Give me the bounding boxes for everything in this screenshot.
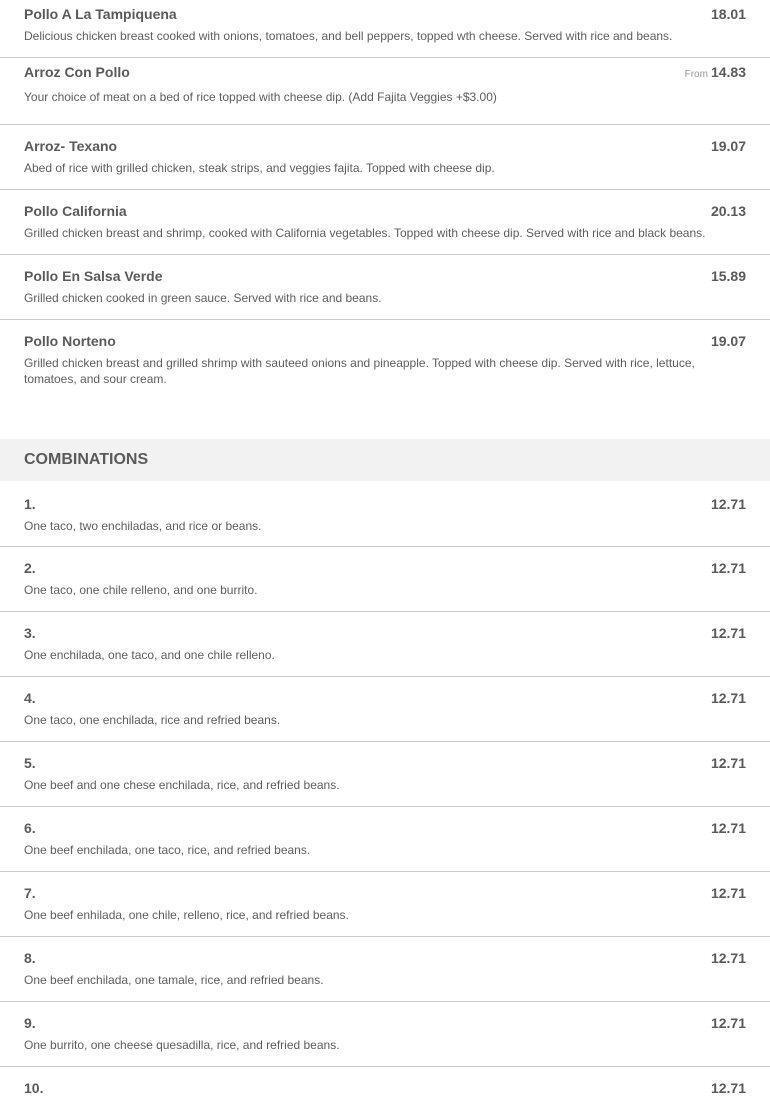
item-price: 12.71 — [710, 690, 746, 706]
menu-item[interactable] — [0, 125, 770, 190]
item-description: Grilled chicken breast and shrimp, cooked with California vegetables. Topped with cheese dip. Served with rice and black beans. — [24, 226, 706, 240]
item-description: One burrito, one cheese quesadilla, rice, and refried beans. — [24, 1038, 340, 1052]
menu-item[interactable] — [0, 612, 770, 677]
item-name: 9. — [24, 1015, 36, 1031]
item-name: Pollo Norteno — [24, 333, 116, 349]
item-price-wrap — [711, 755, 746, 773]
item-price-wrap — [711, 203, 746, 221]
item-price: 19.07 — [710, 333, 746, 349]
item-name: 5. — [24, 755, 36, 771]
menu-item[interactable] — [0, 58, 770, 125]
item-name: 8. — [24, 950, 36, 966]
item-price-wrap — [711, 950, 746, 968]
item-description: One beef enchilada, one taco, rice, and refried beans. — [24, 843, 311, 857]
item-price-wrap — [711, 690, 746, 708]
item-description: One enchilada, one taco, and one chile relleno. — [24, 648, 275, 662]
item-name: Arroz Con Pollo — [24, 64, 130, 80]
item-name: 7. — [24, 885, 36, 901]
item-name: Arroz- Texano — [24, 138, 118, 154]
price-from-label: From — [684, 69, 708, 80]
item-price-wrap — [711, 1080, 746, 1098]
menu-item[interactable] — [0, 190, 770, 255]
item-price-wrap — [711, 625, 746, 643]
item-price: 12.71 — [710, 560, 746, 576]
item-price: 12.71 — [710, 1015, 746, 1031]
item-price: 12.71 — [710, 885, 746, 901]
menu-item[interactable] — [0, 255, 770, 320]
section-title: COMBINATIONS — [24, 451, 149, 468]
item-description: Abed of rice with grilled chicken, steak strips, and veggies fajita. Topped with cheese dip. — [24, 161, 495, 175]
item-name: Pollo California — [24, 203, 127, 219]
item-description: One taco, one enchilada, rice and refried beans. — [24, 713, 281, 727]
item-description: One beef enhilada, one chile, relleno, rice, and refried beans. — [24, 908, 349, 922]
menu-item[interactable] — [0, 937, 770, 1002]
menu-item[interactable] — [0, 481, 770, 547]
item-price: 19.07 — [710, 138, 746, 154]
item-description: Delicious chicken breast cooked with onions, tomatoes, and bell peppers, topped wth cheese. Served with rice and beans. — [24, 29, 673, 43]
item-price-wrap — [711, 560, 746, 578]
item-price-wrap — [711, 1015, 746, 1033]
item-price: 12.71 — [710, 950, 746, 966]
menu-item[interactable] — [0, 320, 770, 439]
item-name: 2. — [24, 560, 36, 576]
item-price: 12.71 — [710, 625, 746, 641]
item-price: 12.71 — [710, 820, 746, 836]
menu-item[interactable] — [0, 1002, 770, 1067]
item-price-wrap — [711, 885, 746, 903]
menu-item[interactable] — [0, 677, 770, 742]
item-name: Pollo En Salsa Verde — [24, 268, 163, 284]
menu-item[interactable] — [0, 742, 770, 807]
item-description: Your choice of meat on a bed of rice topped with cheese dip. (Add Fajita Veggies +$3.00) — [24, 90, 497, 104]
item-price-wrap — [711, 268, 746, 286]
menu-item[interactable] — [0, 872, 770, 937]
item-description: One taco, two enchiladas, and rice or beans. — [24, 519, 262, 533]
item-name: 1. — [24, 496, 36, 512]
item-price-wrap — [711, 138, 746, 156]
menu-item[interactable] — [0, 547, 770, 612]
menu-item[interactable] — [0, 807, 770, 872]
item-name: Pollo A La Tampiquena — [24, 6, 177, 22]
item-name: 4. — [24, 690, 36, 706]
item-description: One beef and one chese enchilada, rice, and refried beans. — [24, 778, 340, 792]
item-price-wrap — [711, 6, 746, 24]
item-price: 12.71 — [710, 1080, 746, 1096]
item-price: 12.71 — [710, 496, 746, 512]
item-description: One taco, one chile relleno, and one burrito. — [24, 583, 258, 597]
item-name: 3. — [24, 625, 36, 641]
item-price: 12.71 — [710, 755, 746, 771]
item-price: 18.01 — [710, 6, 746, 22]
item-price-wrap — [711, 333, 746, 351]
menu-item[interactable] — [0, 0, 770, 58]
menu-item[interactable] — [0, 1067, 770, 1107]
item-price: 15.89 — [710, 268, 746, 284]
section-header-combinations — [0, 439, 770, 481]
item-price: 20.13 — [710, 203, 746, 219]
item-price-wrap — [711, 820, 746, 838]
item-price: 14.83 — [710, 64, 746, 80]
item-price-wrap — [711, 496, 746, 514]
item-name: 6. — [24, 820, 36, 836]
item-name: 10. — [24, 1080, 44, 1096]
item-description: Grilled chicken cooked in green sauce. Served with rice and beans. — [24, 291, 382, 305]
item-price-wrap — [685, 64, 746, 82]
item-description: One beef enchilada, one tamale, rice, and refried beans. — [24, 973, 324, 987]
item-description: Grilled chicken breast and grilled shrimp with sauteed onions and pineapple. Topped with cheese dip. Served with rice, lettuce, tomatoes, and sour cream. — [24, 356, 695, 386]
